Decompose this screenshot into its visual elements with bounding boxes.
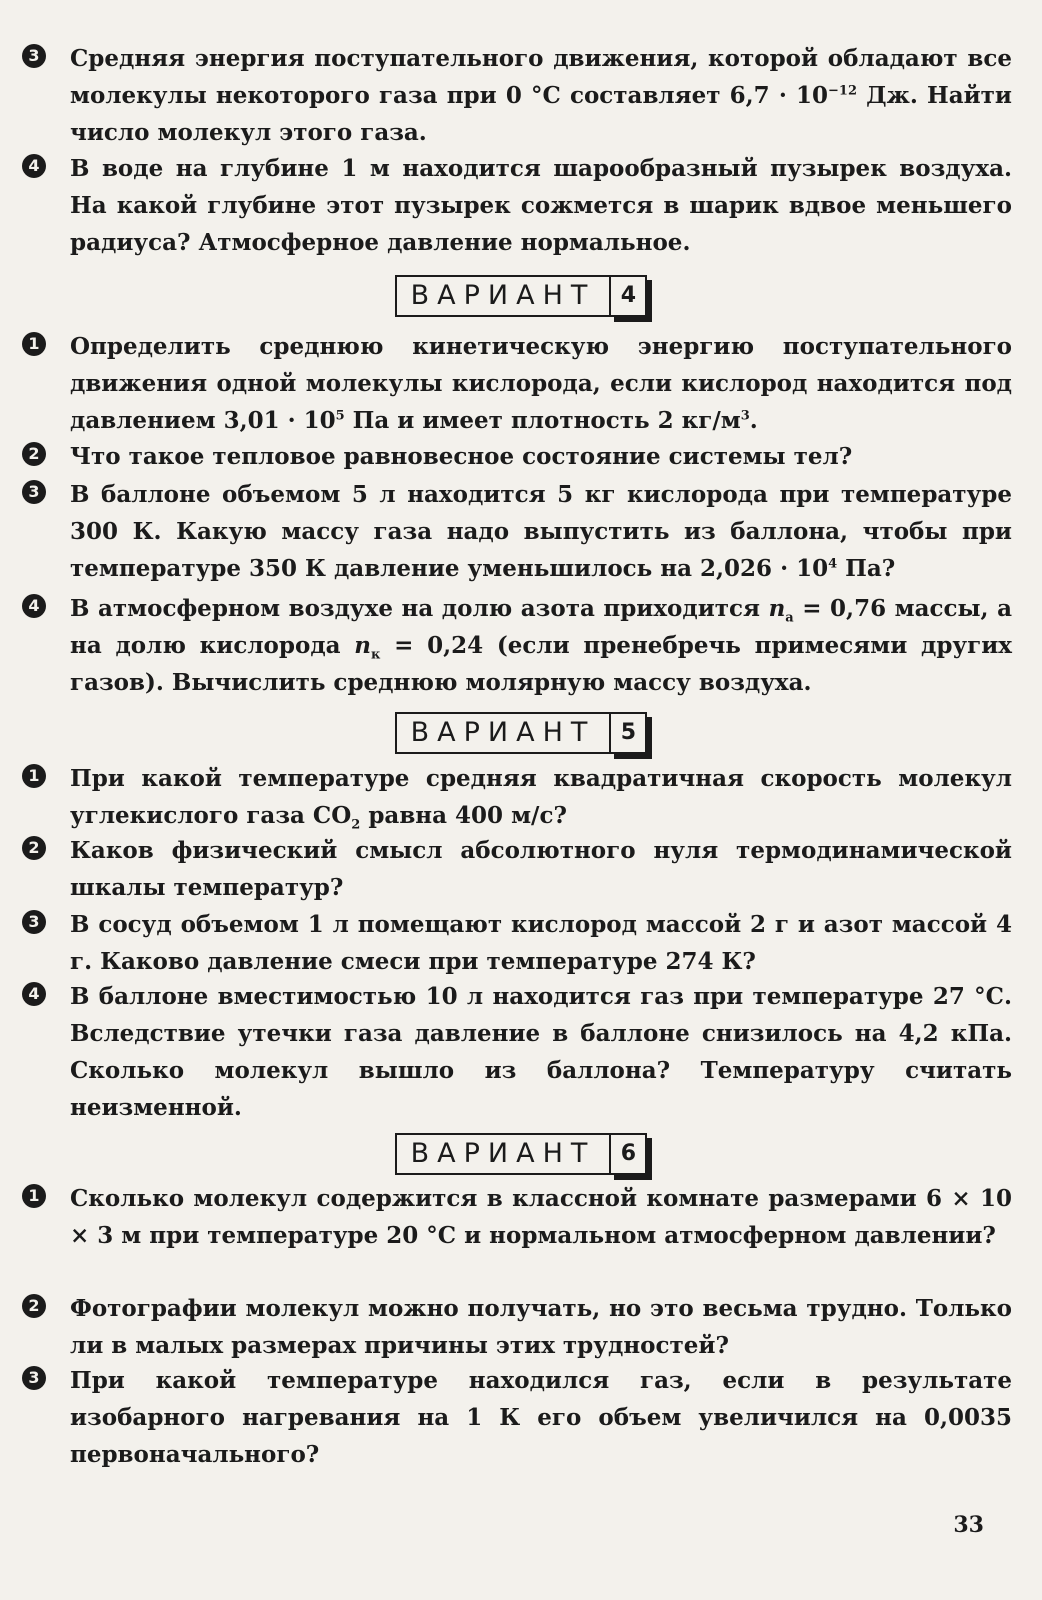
problem-item (22, 1290, 1012, 1364)
problem-number-badge: 1 (22, 332, 46, 356)
problem-text (70, 978, 1012, 1126)
superscript: −12 (828, 83, 857, 99)
problem-number-badge: 4 (22, 154, 46, 178)
problem-number-badge: 2 (22, 442, 46, 466)
variant-number: 4 (609, 275, 647, 317)
variant-label: ВАРИАНТ (395, 1133, 612, 1175)
text-run: Что такое тепловое равновесное состояние системы тел? (70, 443, 853, 470)
text-run: В сосуд объемом 1 л помещают кислород массой 2 г и азот массой 4 г. Каково давление смеси при температуре 274 К? (70, 911, 1012, 975)
problem-text (70, 760, 1012, 834)
text-run: Па и имеет плотность 2 кг/м (344, 407, 741, 434)
text-run: Фотографии молекул можно получать, но это весьма трудно. Только ли в малых размерах причины этих трудностей? (70, 1295, 1012, 1359)
problem-text (70, 328, 1012, 439)
variant-number: 5 (609, 712, 647, 754)
text-run: Средняя энергия поступательного движения, которой обладают все молекулы некоторого газа при 0 °С составляет 6,7 · 10 (70, 45, 1012, 109)
problem-item (22, 150, 1012, 261)
text-run: Дж. Найти число молекул этого газа. (70, 82, 1012, 146)
problem-number-badge: 3 (22, 1366, 46, 1390)
text-run: Сколько молекул содержится в классной комнате размерами 6 × 10 × 3 м при температуре 20 °С и нормальном атмосферном давлении? (70, 1185, 1012, 1249)
problem-item (22, 590, 1012, 701)
subscript: а (785, 610, 794, 626)
variant-heading (0, 1133, 1042, 1177)
superscript: 5 (335, 408, 345, 424)
problem-number-badge: 3 (22, 910, 46, 934)
text-run: равна 400 м/с? (360, 802, 567, 829)
subscript: 2 (351, 817, 361, 833)
text-run: = 0,24 (если пренебречь примесями других газов). Вычислить среднюю молярную массу воздуха. (70, 632, 1012, 696)
problem-number-badge: 1 (22, 1184, 46, 1208)
problem-item (22, 906, 1012, 980)
variant-box (395, 712, 648, 756)
text-run: В баллоне вместимостью 10 л находится газ при температуре 27 °С. Вследствие утечки газа давление в баллоне снизилось на 4,2 кПа. Сколько молекул вышло из баллона? Температуру считать неизменной. (70, 983, 1012, 1121)
problem-number-badge: 4 (22, 982, 46, 1006)
problem-number-badge: 1 (22, 764, 46, 788)
problem-item (22, 328, 1012, 439)
problem-number-badge: 2 (22, 836, 46, 860)
text-run: = 0,76 массы, а на долю кислорода (70, 595, 1012, 659)
variant-label: ВАРИАНТ (395, 275, 612, 317)
problem-text (70, 1290, 1012, 1364)
problem-item (22, 978, 1012, 1126)
problem-item (22, 1362, 1012, 1473)
superscript: 3 (740, 408, 750, 424)
problem-item (22, 832, 1012, 906)
problem-item (22, 760, 1012, 834)
text-run: В воде на глубине 1 м находится шарообразный пузырек воздуха. На какой глубине этот пузырек сожмется в шарик вдвое меньшего радиуса? Атмосферное давление нормальное. (70, 155, 1012, 256)
problem-text (70, 150, 1012, 261)
variant-box (395, 275, 648, 319)
variant-heading (0, 275, 1042, 319)
problem-number-badge: 4 (22, 594, 46, 618)
problem-text (70, 438, 1012, 475)
problem-text (70, 476, 1012, 587)
text-run: . (749, 407, 758, 434)
problem-text (70, 590, 1012, 701)
italic-symbol: n (354, 632, 372, 659)
variant-box (395, 1133, 648, 1177)
problem-text (70, 40, 1012, 151)
text-run: Каков физический смысл абсолютного нуля термодинамической шкалы температур? (70, 837, 1012, 901)
superscript: 4 (828, 556, 838, 572)
problem-number-badge: 3 (22, 480, 46, 504)
text-run: При какой температуре средняя квадратичная скорость молекул углекислого газа CO (70, 765, 1012, 829)
italic-symbol: n (768, 595, 786, 622)
subscript: к (371, 647, 381, 663)
text-run: Па? (837, 555, 896, 582)
variant-label: ВАРИАНТ (395, 712, 612, 754)
problem-text (70, 1180, 1012, 1254)
text-run: В атмосферном воздухе на долю азота приходится (70, 595, 769, 622)
problem-number-badge: 3 (22, 44, 46, 68)
text-run: Определить среднюю кинетическую энергию поступательного движения одной молекулы кислорода, если кислород находится под давлением 3,01 · 10 (70, 333, 1012, 434)
problem-item (22, 476, 1012, 587)
problem-item (22, 40, 1012, 151)
problem-text (70, 906, 1012, 980)
text-run: При какой температуре находился газ, если в результате изобарного нагревания на 1 К его объем увеличился на 0,0035 первоначального? (70, 1367, 1012, 1468)
problem-text (70, 1362, 1012, 1473)
page-number: 33 (953, 1512, 984, 1538)
problem-item (22, 438, 1012, 475)
variant-number: 6 (609, 1133, 647, 1175)
problem-item (22, 1180, 1012, 1254)
text-run: В баллоне объемом 5 л находится 5 кг кислорода при температуре 300 К. Какую массу газа надо выпустить из баллона, чтобы при температуре 350 К давление уменьшилось на 2,026 · 10 (70, 481, 1012, 582)
problem-number-badge: 2 (22, 1294, 46, 1318)
variant-heading (0, 712, 1042, 756)
problem-text (70, 832, 1012, 906)
